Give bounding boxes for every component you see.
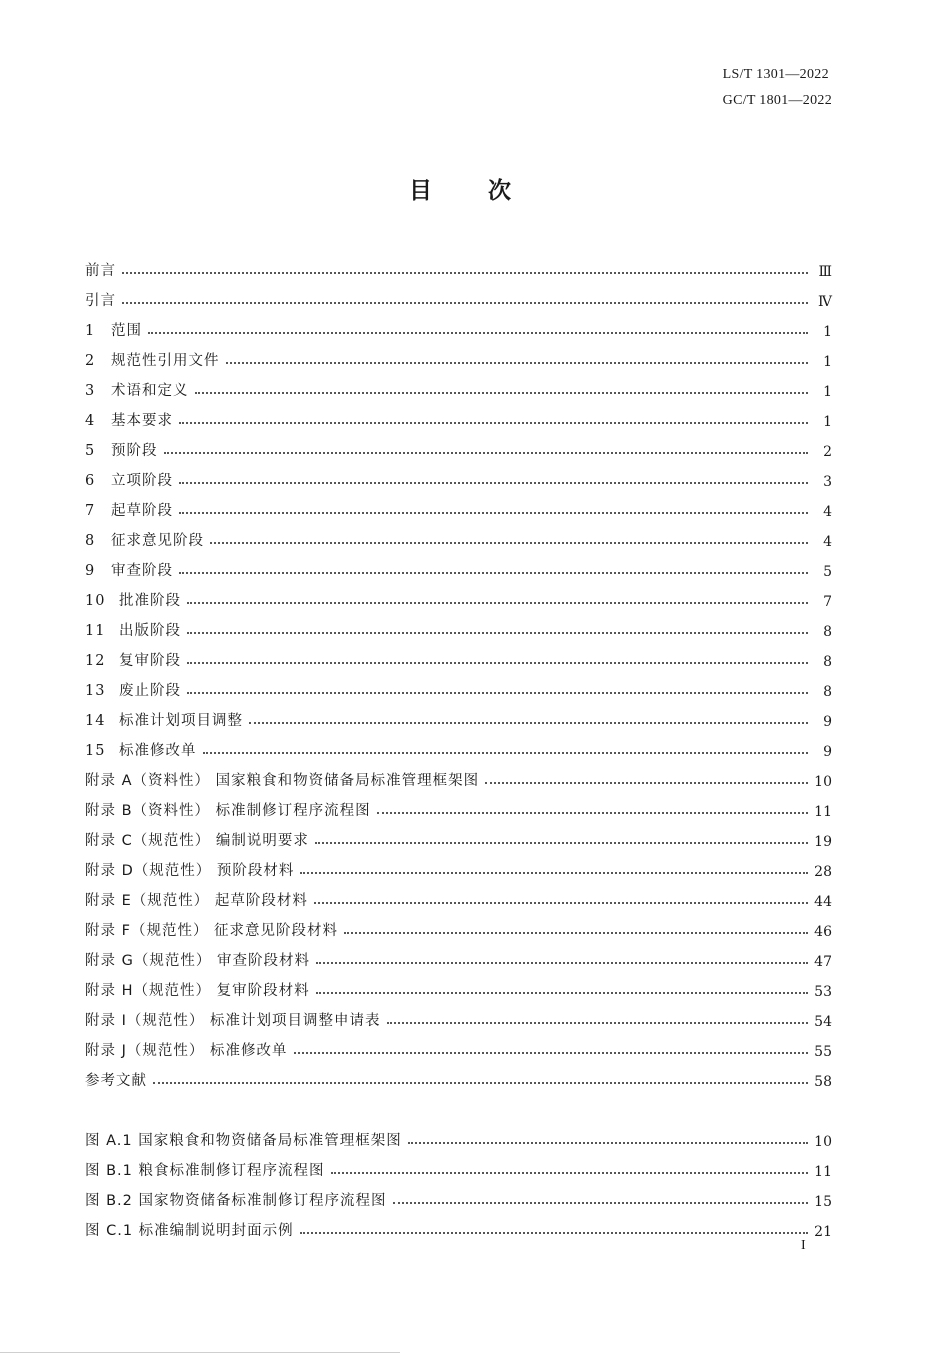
toc-entry-page: 11 <box>814 804 832 820</box>
toc-entry-text: 附录 F（规范性） 征求意见阶段材料 <box>85 923 339 939</box>
standard-code-gc: GC/T 1801—2022 <box>722 93 832 108</box>
toc-entry-label <box>85 409 179 430</box>
toc-entry-text: 附录 C（规范性） 编制说明要求 <box>85 833 309 849</box>
dot-leader <box>316 962 808 964</box>
dot-leader <box>393 1202 809 1204</box>
dot-leader <box>294 1052 809 1054</box>
toc-entry-number: 6 <box>85 473 96 489</box>
toc-entry-page: 8 <box>823 684 832 700</box>
toc-entry-number: 4 <box>85 413 96 429</box>
toc-entry-label <box>85 469 179 490</box>
toc-entry-text: 征求意见阶段 <box>111 533 204 549</box>
dot-leader <box>179 572 808 574</box>
figures-entry-text: 图 C.1 标准编制说明封面示例 <box>85 1223 294 1239</box>
toc-entry-page: 2 <box>823 444 832 460</box>
toc-entry-page: 46 <box>814 924 832 940</box>
toc-entry-label <box>85 979 316 1000</box>
toc-entry-page: 19 <box>814 834 832 850</box>
dot-leader <box>187 602 808 604</box>
toc-entry[interactable] <box>85 820 832 850</box>
toc-entry[interactable] <box>85 700 832 730</box>
toc-entry-label <box>85 289 122 310</box>
figures-entry-label <box>85 1129 408 1150</box>
dot-leader <box>179 422 808 424</box>
toc-entry-page: 47 <box>814 954 832 970</box>
toc-entry-page: 44 <box>814 894 832 910</box>
toc-entry-text: 参考文献 <box>85 1073 147 1089</box>
toc-entry[interactable] <box>85 610 832 640</box>
toc-entry-text: 范围 <box>111 323 142 339</box>
figures-entry[interactable] <box>85 1150 832 1180</box>
dot-leader <box>210 542 808 544</box>
toc-entry[interactable] <box>85 670 832 700</box>
toc-entry[interactable] <box>85 640 832 670</box>
dot-leader <box>485 782 808 784</box>
toc-entry-label <box>85 589 187 610</box>
toc-entry-page: 1 <box>823 414 832 430</box>
toc-entry-text: 规范性引用文件 <box>111 353 220 369</box>
toc-entry-page: 1 <box>823 354 832 370</box>
figures-entry-label <box>85 1219 300 1240</box>
dot-leader <box>300 1232 808 1234</box>
figures-entry-text: 图 B.1 粮食标准制修订程序流程图 <box>85 1163 325 1179</box>
toc-entry[interactable] <box>85 730 832 760</box>
toc-entry-page: Ⅲ <box>818 264 832 280</box>
toc-entry-page: 1 <box>823 324 832 340</box>
toc-entry-label <box>85 739 203 760</box>
dot-leader <box>314 902 808 904</box>
title-char-1: 目 <box>409 178 432 204</box>
toc-entry[interactable] <box>85 1030 832 1060</box>
dot-leader <box>226 362 809 364</box>
toc-entry-label <box>85 349 226 370</box>
toc-entry-label <box>85 769 485 790</box>
toc-entries <box>85 250 832 1090</box>
dot-leader <box>377 812 808 814</box>
toc-entry-page: 58 <box>814 1074 832 1090</box>
figures-entry-label <box>85 1159 331 1180</box>
page-folio: I <box>801 1238 806 1253</box>
toc-entry-label <box>85 559 179 580</box>
toc-entry-label <box>85 499 179 520</box>
toc-entry-label <box>85 919 344 940</box>
toc-entry-text: 出版阶段 <box>119 623 181 639</box>
toc-entry[interactable] <box>85 970 832 1000</box>
toc-entry-text: 起草阶段 <box>111 503 173 519</box>
toc-entry-label <box>85 829 315 850</box>
dot-leader <box>300 872 808 874</box>
toc-entry[interactable] <box>85 1060 832 1090</box>
toc-entry[interactable] <box>85 790 832 820</box>
toc-entry-text: 附录 G（规范性） 审查阶段材料 <box>85 953 310 969</box>
toc-entry-text: 标准修改单 <box>119 743 197 759</box>
toc-entry[interactable] <box>85 460 832 490</box>
scan-edge-line <box>0 1352 400 1353</box>
toc-entry-page: 3 <box>823 474 832 490</box>
toc-entry-number: 10 <box>85 593 106 609</box>
toc-spacer <box>85 1090 832 1120</box>
figures-entry-page: 11 <box>814 1164 832 1180</box>
toc-entry-page: Ⅳ <box>818 294 832 310</box>
toc-entry[interactable] <box>85 940 832 970</box>
table-of-contents <box>85 250 832 1240</box>
toc-entry-label <box>85 529 210 550</box>
toc-entry-label <box>85 859 300 880</box>
toc-entry-text: 复审阶段 <box>119 653 181 669</box>
toc-entry-number: 12 <box>85 653 106 669</box>
toc-entry-text: 附录 I（规范性） 标准计划项目调整申请表 <box>85 1013 381 1029</box>
toc-entry-number: 13 <box>85 683 106 699</box>
toc-entry-text: 标准计划项目调整 <box>119 713 243 729</box>
figures-entry-page: 15 <box>814 1194 832 1210</box>
toc-entry-page: 4 <box>823 504 832 520</box>
toc-entry-number: 15 <box>85 743 106 759</box>
toc-entry-label <box>85 679 187 700</box>
toc-entry-text: 附录 B（资料性） 标准制修订程序流程图 <box>85 803 371 819</box>
toc-entry-text: 批准阶段 <box>119 593 181 609</box>
toc-entry-text: 术语和定义 <box>111 383 189 399</box>
dot-leader <box>148 332 808 334</box>
figures-entry-text: 图 B.2 国家物资储备标准制修订程序流程图 <box>85 1193 387 1209</box>
dot-leader <box>249 722 808 724</box>
toc-entry-page: 53 <box>814 984 832 1000</box>
dot-leader <box>179 482 808 484</box>
toc-entry[interactable] <box>85 850 832 880</box>
toc-entry-text: 附录 E（规范性） 起草阶段材料 <box>85 893 308 909</box>
dot-leader <box>408 1142 808 1144</box>
dot-leader <box>187 632 808 634</box>
toc-entry-text: 前言 <box>85 263 116 279</box>
toc-entry-text: 引言 <box>85 293 116 309</box>
dot-leader <box>195 392 809 394</box>
toc-entry-number: 14 <box>85 713 106 729</box>
toc-entry-label <box>85 619 187 640</box>
dot-leader <box>179 512 808 514</box>
figures-entry-page: 21 <box>814 1224 832 1240</box>
toc-entry-number: 5 <box>85 443 96 459</box>
figures-entry[interactable] <box>85 1180 832 1210</box>
standard-codes <box>723 62 832 114</box>
toc-entry-page: 9 <box>823 744 832 760</box>
toc-entry-page: 8 <box>823 654 832 670</box>
toc-entry-text: 附录 A（资料性） 国家粮食和物资储备局标准管理框架图 <box>85 773 480 789</box>
toc-entry-label <box>85 439 164 460</box>
toc-entry-number: 1 <box>85 323 96 339</box>
dot-leader <box>153 1082 808 1084</box>
toc-entry-page: 1 <box>823 384 832 400</box>
dot-leader <box>387 1022 809 1024</box>
toc-entry[interactable] <box>85 310 832 340</box>
dot-leader <box>316 992 808 994</box>
dot-leader <box>331 1172 809 1174</box>
toc-entry[interactable] <box>85 340 832 370</box>
figures-entry-page: 10 <box>814 1134 832 1150</box>
toc-entry-text: 附录 H（规范性） 复审阶段材料 <box>85 983 310 999</box>
dot-leader <box>187 662 808 664</box>
toc-entry[interactable] <box>85 1000 832 1030</box>
toc-entry-text: 附录 J（规范性） 标准修改单 <box>85 1043 288 1059</box>
toc-entry-page: 5 <box>823 564 832 580</box>
toc-entry[interactable] <box>85 490 832 520</box>
toc-entry-text: 废止阶段 <box>119 683 181 699</box>
toc-entry-page: 9 <box>823 714 832 730</box>
toc-entry-text: 基本要求 <box>111 413 173 429</box>
toc-entry-label <box>85 1039 294 1060</box>
figure-list <box>85 1120 832 1240</box>
dot-leader <box>344 932 808 934</box>
page-title <box>0 172 920 205</box>
toc-entry-text: 审查阶段 <box>111 563 173 579</box>
toc-entry-page: 10 <box>814 774 832 790</box>
toc-entry-label <box>85 319 148 340</box>
toc-entry[interactable] <box>85 370 832 400</box>
toc-entry[interactable] <box>85 550 832 580</box>
toc-entry-page: 54 <box>814 1014 832 1030</box>
figures-entry-label <box>85 1189 393 1210</box>
toc-entry-text: 附录 D（规范性） 预阶段材料 <box>85 863 295 879</box>
figures-entry[interactable] <box>85 1210 832 1240</box>
toc-entry[interactable] <box>85 250 832 280</box>
dot-leader <box>164 452 809 454</box>
toc-entry-label <box>85 889 314 910</box>
toc-entry-number: 2 <box>85 353 96 369</box>
toc-entry[interactable] <box>85 910 832 940</box>
toc-entry-number: 7 <box>85 503 96 519</box>
toc-entry-label <box>85 259 122 280</box>
toc-entry-label <box>85 1069 153 1090</box>
toc-entry[interactable] <box>85 400 832 430</box>
toc-entry-page: 8 <box>823 624 832 640</box>
dot-leader <box>122 302 808 304</box>
toc-entry-label <box>85 709 249 730</box>
standard-code-ls: LS/T 1301—2022 <box>722 67 829 82</box>
toc-entry[interactable] <box>85 430 832 460</box>
title-char-2: 次 <box>488 178 511 204</box>
toc-entry-label <box>85 379 195 400</box>
toc-entry-page: 4 <box>823 534 832 550</box>
toc-entry-label <box>85 1009 387 1030</box>
figures-entry[interactable] <box>85 1120 832 1150</box>
toc-entry[interactable] <box>85 520 832 550</box>
toc-entry[interactable] <box>85 880 832 910</box>
toc-entry-label <box>85 949 316 970</box>
toc-entry-label <box>85 649 187 670</box>
toc-entry-number: 3 <box>85 383 96 399</box>
toc-entry-label <box>85 799 377 820</box>
dot-leader <box>315 842 808 844</box>
toc-entry-text: 预阶段 <box>111 443 158 459</box>
toc-entry[interactable] <box>85 580 832 610</box>
toc-entry-number: 11 <box>85 623 106 639</box>
toc-entry-number: 9 <box>85 563 96 579</box>
toc-entry-text: 立项阶段 <box>111 473 173 489</box>
toc-entry-page: 55 <box>814 1044 832 1060</box>
dot-leader <box>187 692 808 694</box>
dot-leader <box>122 272 808 274</box>
toc-entry-page: 28 <box>814 864 832 880</box>
toc-entry-number: 8 <box>85 533 96 549</box>
toc-entry-page: 7 <box>823 594 832 610</box>
figures-entry-text: 图 A.1 国家粮食和物资储备局标准管理框架图 <box>85 1133 402 1149</box>
toc-entry[interactable] <box>85 280 832 310</box>
toc-entry[interactable] <box>85 760 832 790</box>
dot-leader <box>203 752 809 754</box>
